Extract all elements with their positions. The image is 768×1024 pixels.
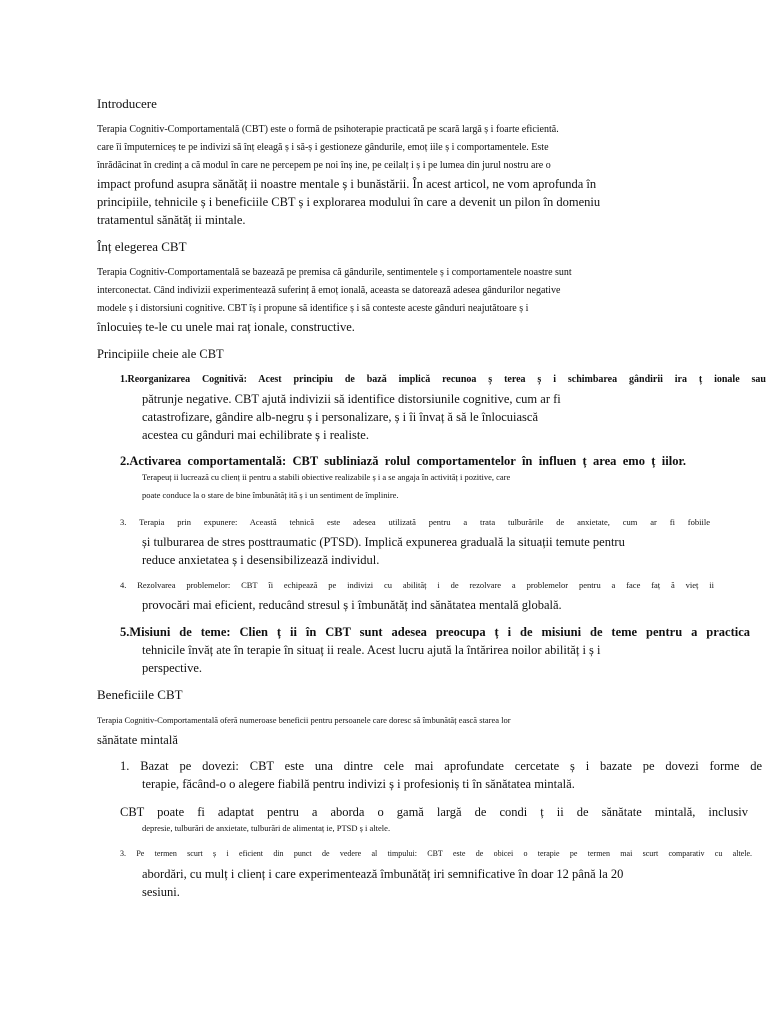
list-item-line: abordări, cu mulț i clienț i care experimentează îmbunătăț iri semnificative în doar 12 până la 20 <box>142 867 624 881</box>
body-line: impact profund asupra sănătăț ii noastre mentale ș i bunăstării. În acest articol, ne vom aprofunda în <box>97 177 597 191</box>
body-line: înrădăcinat în credinț a că modul în care ne percepem pe noi înș ine, pe ceilalț i ș i pe lumea din jurul nostru are o <box>97 160 551 171</box>
list-item-head: 5.Misiuni de teme: Clien ț ii în CBT sunt adesea preocupa ț i de misiuni de teme pentru a practica <box>120 625 750 639</box>
body-line: care îi împuterniceș te pe indivizi să înț eleagă ș i să-ș i gestioneze gândurile, emoț iile ș i comportamentele. Este <box>97 142 549 153</box>
list-item-head: 3. Pe termen scurt ș i eficient din punct de vedere al timpului: CBT este de obicei o terapie pe termen mai scurt comparativ cu altele. <box>120 849 752 858</box>
list-item-line: catastrofizare, gândire alb-negru ș i personalizare, ș i îi învaț ă să le înlocuiască <box>142 410 539 424</box>
body-line: sănătate mintală <box>97 733 178 747</box>
list-item-line: acestea cu gânduri mai echilibrate ș i realiste. <box>142 428 369 442</box>
section-heading-introduction: Introducere <box>97 96 157 111</box>
body-line: Terapia Cognitiv-Comportamentală se bazează pe premisa că gândurile, sentimentele ș i comportamentele noastre sunt <box>97 267 572 278</box>
list-item-line: tehnicile învăț ate în terapie în situaț ii reale. Acest lucru ajută la întărirea noilor abilităț i ș i <box>142 643 601 657</box>
body-line: principiile, tehnicile ș i beneficiile CBT ș i explorarea modului în care a devenit un pilon în domeniu <box>97 195 601 209</box>
list-item-line: poate conduce la o stare de bine îmbunătăț ită ș i un sentiment de împlinire. <box>142 490 399 500</box>
list-item-head: 1.Reorganizarea Cognitivă: Acest principiu de bază implică recunoa ș terea ș i schimbarea gândirii ira ț ionale sau <box>120 374 766 385</box>
list-item-line: terapie, făcând-o o alegere fiabilă pentru indivizi ș i profesioniș ti în sănătatea mintală. <box>142 777 575 791</box>
list-item-head: 2.Activarea comportamentală: CBT subliniază rolul comportamentelor în influen ț area emo ț iilor. <box>120 454 686 468</box>
body-line: înlocuieș te-le cu unele mai raț ionale, constructive. <box>97 320 355 334</box>
list-item-line: Terapeuț ii lucrează cu clienț ii pentru a stabili obiective realizabile ș i a se angaja în activităț i pozitive, care <box>142 472 511 482</box>
body-line: Terapia Cognitiv-Comportamentală (CBT) este o formă de psihoterapie practicată pe scară largă ș i foarte eficientă. <box>97 124 559 135</box>
list-item-line: perspective. <box>142 661 203 675</box>
body-line: interconectat. Când indivizii experimentează suferinț ă emoț ională, aceasta se datorează adesea gândurilor negative <box>97 285 561 296</box>
section-heading-benefits: Beneficiile CBT <box>97 687 183 702</box>
list-item-line: depresie, tulburări de anxietate, tulburări de alimentaț ie, PTSD ș i altele. <box>142 823 391 833</box>
section-heading-principles: Principiile cheie ale CBT <box>97 347 224 361</box>
body-line: modele ș i distorsiuni cognitive. CBT îș i propune să identifice ș i să conteste aceste gânduri neajutătoare ș i <box>97 303 529 314</box>
list-item-head: 4. Rezolvarea problemelor: CBT îi echipează pe indivizi cu abilităț i de rezolvare a problemelor pentru a face faț ă vieț ii <box>120 580 714 590</box>
list-item-line: pătrunje negative. CBT ajută indivizii să identifice distorsiunile cognitive, cum ar fi <box>142 392 561 406</box>
list-item-line: sesiuni. <box>142 885 180 899</box>
list-item-line: și tulburarea de stres posttraumatic (PTSD). Implică expunerea graduală la situații temute pentru <box>142 535 625 549</box>
body-line: tratamentul sănătăț ii mintale. <box>97 213 246 227</box>
list-item-line: provocări mai eficient, reducând stresul ș i îmbunătăț ind sănătatea mentală globală. <box>142 598 562 612</box>
list-item-head: CBT poate fi adaptat pentru a aborda o gamă largă de condi ț ii de sănătate mintală, inclusiv <box>120 805 748 819</box>
body-line: Terapia Cognitiv-Comportamentală oferă numeroase beneficii pentru persoanele care doresc să îmbunătăț ească starea lor <box>97 715 511 725</box>
list-item-head: 3. Terapia prin expunere: Această tehnică este adesea utilizată pentru a trata tulburările de anxietate, cum ar fi fobiile <box>120 517 710 527</box>
section-heading-understanding: Înț elegerea CBT <box>97 239 187 254</box>
list-item-line: reduce anxietatea ș i desensibilizează individul. <box>142 553 380 567</box>
list-item-head: 1. Bazat pe dovezi: CBT este una dintre cele mai aprofundate cercetate ș i bazate pe dovezi forme de <box>120 759 762 773</box>
